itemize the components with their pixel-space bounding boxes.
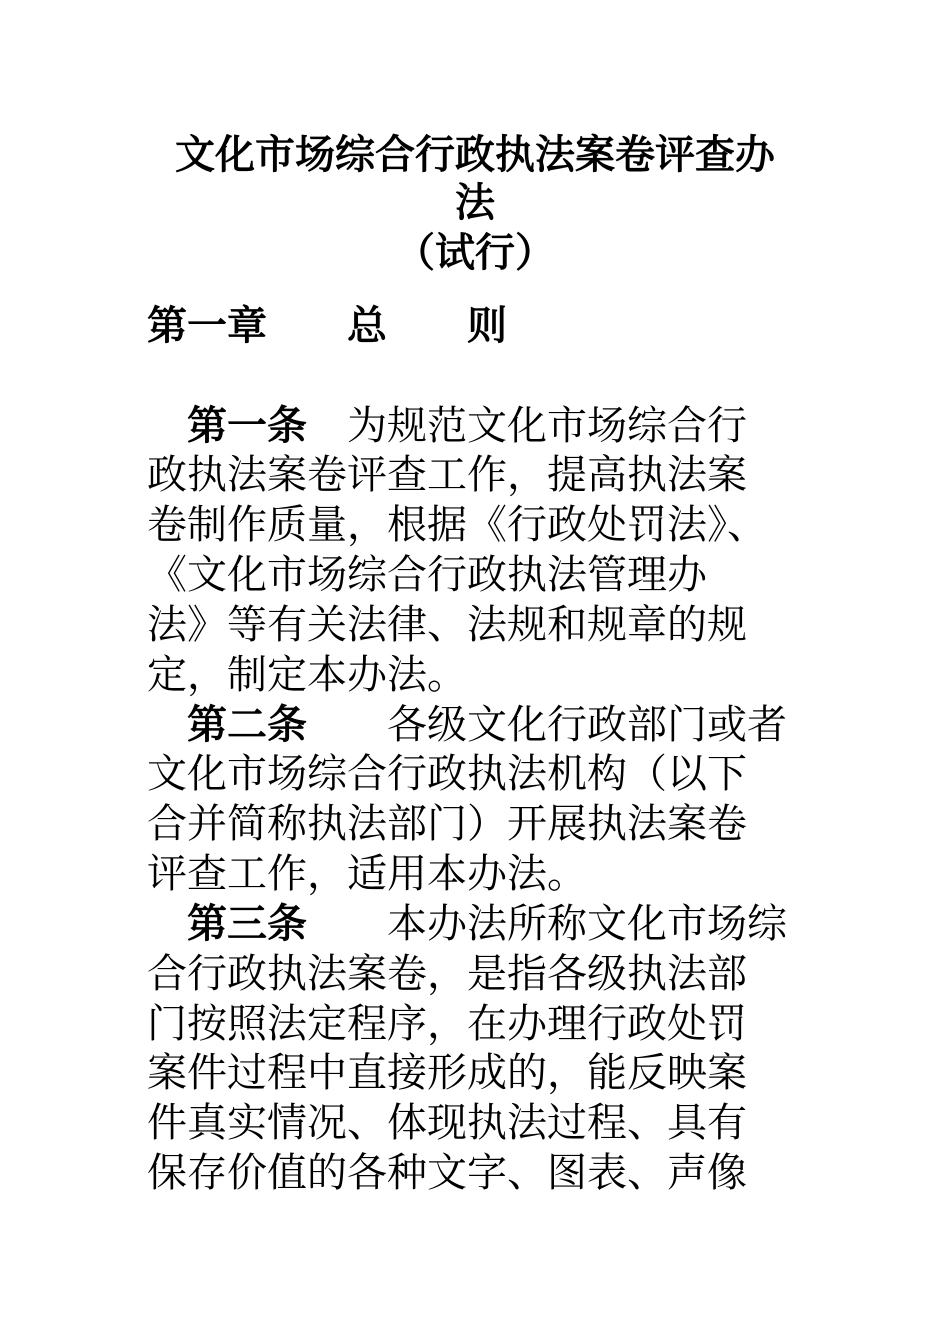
document-title-line-1: 文化市场综合行政执法案卷评查办 bbox=[175, 132, 775, 178]
article-2-line-3: 合并简称执法部门）开展执法案卷 bbox=[147, 801, 747, 847]
article-3-line-5: 件真实情况、体现执法过程、具有 bbox=[147, 1100, 747, 1146]
article-3-line-2: 合行政执法案卷，是指各级执法部 bbox=[147, 951, 747, 997]
article-2-line-2: 文化市场综合行政执法机构（以下 bbox=[147, 751, 747, 797]
article-3-line-1 bbox=[147, 900, 787, 948]
article-1-text-1: 为规范文化市场综合行 bbox=[307, 403, 747, 449]
article-1-line-6: 定，制定本办法。 bbox=[147, 652, 467, 698]
article-2-line-1 bbox=[147, 701, 787, 749]
article-2-line-4: 评查工作，适用本办法。 bbox=[147, 851, 587, 897]
article-1-line-5: 法》等有关法律、法规和规章的规 bbox=[147, 602, 747, 648]
article-2-text-1: 各级文化行政部门或者 bbox=[307, 702, 787, 748]
document-subtitle-trial: （试行） bbox=[395, 230, 555, 276]
article-1-line-3: 卷制作质量，根据《行政处罚法》、 bbox=[147, 502, 767, 548]
article-1-label: 第一条 bbox=[187, 403, 307, 449]
article-3-line-6: 保存价值的各种文字、图表、声像 bbox=[147, 1150, 747, 1196]
article-3-line-3: 门按照法定程序，在办理行政处罚 bbox=[147, 1001, 747, 1047]
article-3-line-4: 案件过程中直接形成的，能反映案 bbox=[147, 1050, 747, 1096]
article-1-line-4: 《文化市场综合行政执法管理办 bbox=[147, 552, 707, 598]
article-2-label: 第二条 bbox=[187, 702, 307, 748]
article-3-label: 第三条 bbox=[187, 901, 307, 947]
article-1-line-2: 政执法案卷评查工作，提高执法案 bbox=[147, 452, 747, 498]
article-3-text-1: 本办法所称文化市场综 bbox=[307, 901, 787, 947]
document-title-line-2: 法 bbox=[455, 180, 495, 226]
article-1-line-1 bbox=[147, 402, 747, 450]
chapter-heading: 第一章 总 则 bbox=[147, 303, 507, 349]
